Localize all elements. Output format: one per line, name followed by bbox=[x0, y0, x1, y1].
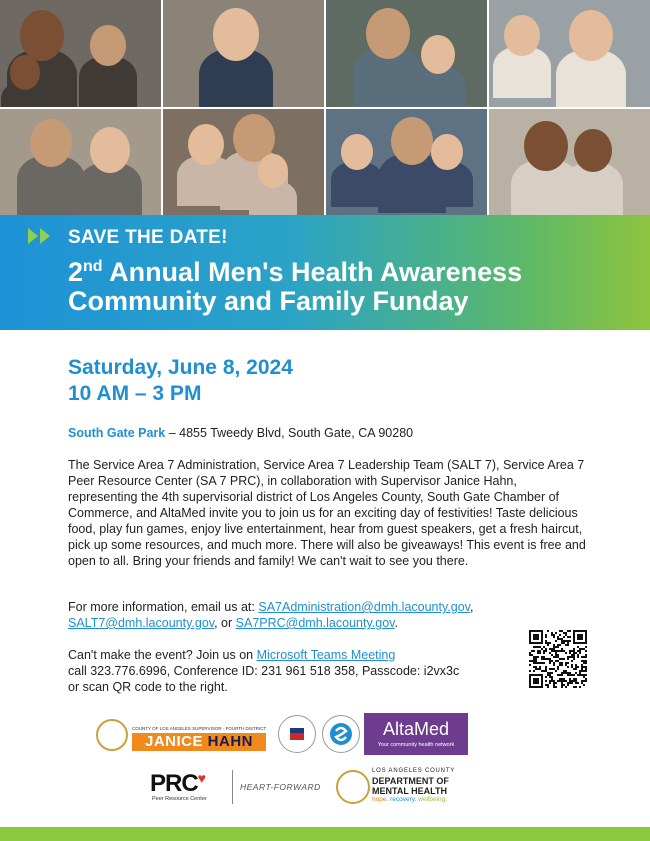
qr-code-icon[interactable] bbox=[529, 630, 587, 688]
heart-forward-text: HEART-FORWARD bbox=[240, 782, 321, 792]
dmh-tagline: hope. recovery. wellbeing. bbox=[372, 796, 448, 803]
teams-meeting-link[interactable]: Microsoft Teams Meeting bbox=[256, 648, 396, 662]
person-face bbox=[90, 127, 130, 173]
person-face bbox=[504, 15, 540, 56]
email-link-prc[interactable]: SA7PRC@dmh.lacounty.gov bbox=[235, 616, 395, 630]
footer-bar bbox=[0, 827, 650, 841]
heart-icon: ♥ bbox=[197, 770, 205, 786]
partner-logos-row1 bbox=[96, 713, 476, 755]
person-face bbox=[30, 119, 72, 167]
altamed-logo: AltaMed Your community health network bbox=[364, 713, 468, 755]
play-chevron-icon bbox=[28, 228, 38, 244]
event-title-line2: Community and Family Funday bbox=[68, 286, 469, 316]
photo-father-daughter-4 bbox=[489, 0, 650, 107]
event-datetime bbox=[68, 355, 293, 407]
person-face bbox=[569, 10, 613, 61]
logo-divider bbox=[232, 770, 233, 804]
dmh-logo: DEPARTMENT OF MENTAL HEALTH bbox=[372, 776, 449, 796]
person-face bbox=[421, 35, 455, 74]
photo-family-6 bbox=[163, 109, 324, 216]
person-face bbox=[574, 129, 612, 173]
photo-collage bbox=[0, 0, 650, 215]
person-face bbox=[366, 8, 410, 59]
save-the-date: SAVE THE DATE! bbox=[68, 227, 228, 248]
prc-logo: PRC♥ bbox=[150, 770, 205, 797]
photo-father-child-1 bbox=[0, 0, 161, 107]
county-seal-icon bbox=[96, 719, 128, 751]
person-face bbox=[341, 134, 373, 171]
person-face bbox=[431, 134, 463, 171]
photo-father-daughter-3 bbox=[326, 0, 487, 107]
person-face bbox=[391, 117, 433, 165]
email-link-admin[interactable]: SA7Administration@dmh.lacounty.gov bbox=[258, 600, 470, 614]
photo-father-son-2 bbox=[163, 0, 324, 107]
person-face bbox=[90, 25, 126, 66]
partner-logos-row2: PRC♥ Peer Resource Center HEART-FORWARD LOS ANGELES COUNTY DEPARTMENT OF MENTAL HEALTH hope. recovery. wellbeing. bbox=[150, 768, 456, 803]
event-date: Saturday, June 8, 2024 bbox=[68, 356, 293, 379]
teams-info: Can't make the event? Join us on Microsoft Teams Meeting call 323.776.6996, Conference ID: 231 961 518 358, Passcode: i2vx3c or scan QR code to the right. bbox=[68, 648, 460, 694]
sa7-circle-icon bbox=[322, 715, 360, 753]
chamber-of-commerce-icon bbox=[278, 715, 316, 753]
county-seal-icon bbox=[336, 770, 370, 804]
email-link-salt7[interactable]: SALT7@dmh.lacounty.gov bbox=[68, 616, 215, 630]
person-face bbox=[213, 8, 259, 61]
contact-info: For more information, email us at: SA7Administration@dmh.lacounty.gov, SALT7@dmh.lacounty.gov, or SA7PRC@dmh.lacounty.gov. bbox=[68, 600, 474, 630]
person-face bbox=[188, 124, 224, 165]
event-description: The Service Area 7 Administration, Service Area 7 Leadership Team (SALT 7), Service Area 7 Peer Resource Center (SA 7 PRC), in collaboration with Supervisor Janice Hahn, representing the 4th supervisorial district of Los Angeles County, South Gate Chamber of Commerce, and AltaMed invite you to join us for an exciting day of festivities! Taste delicious food, play fun games, enjoy live entertainment, hear from guest speakers, get a fresh haircut, pick up some resources, and much more. There will also be giveaways! This event is free and open to all. Bring your friends and family! We can't wait to see you there. bbox=[68, 458, 586, 568]
header-banner bbox=[0, 215, 650, 330]
photo-father-grandfather-5 bbox=[0, 109, 161, 216]
janice-hahn-logo: COUNTY OF LOS ANGELES SUPERVISOR · FOURTH DISTRICT JANICE HAHN bbox=[96, 715, 272, 753]
person-face bbox=[258, 154, 288, 189]
person-face bbox=[10, 55, 40, 90]
location-address: – 4855 Tweedy Blvd, South Gate, CA 90280 bbox=[165, 426, 414, 440]
photo-family-7 bbox=[326, 109, 487, 216]
person-face bbox=[20, 10, 64, 61]
location-name: South Gate Park bbox=[68, 426, 166, 440]
event-location bbox=[68, 426, 413, 440]
play-chevron-icon bbox=[40, 228, 50, 244]
event-title-line1: 2nd Annual Men's Health Awareness bbox=[68, 257, 523, 287]
photo-father-daughter-8 bbox=[489, 109, 650, 216]
event-time: 10 AM – 3 PM bbox=[68, 382, 202, 405]
person-face bbox=[524, 121, 568, 172]
